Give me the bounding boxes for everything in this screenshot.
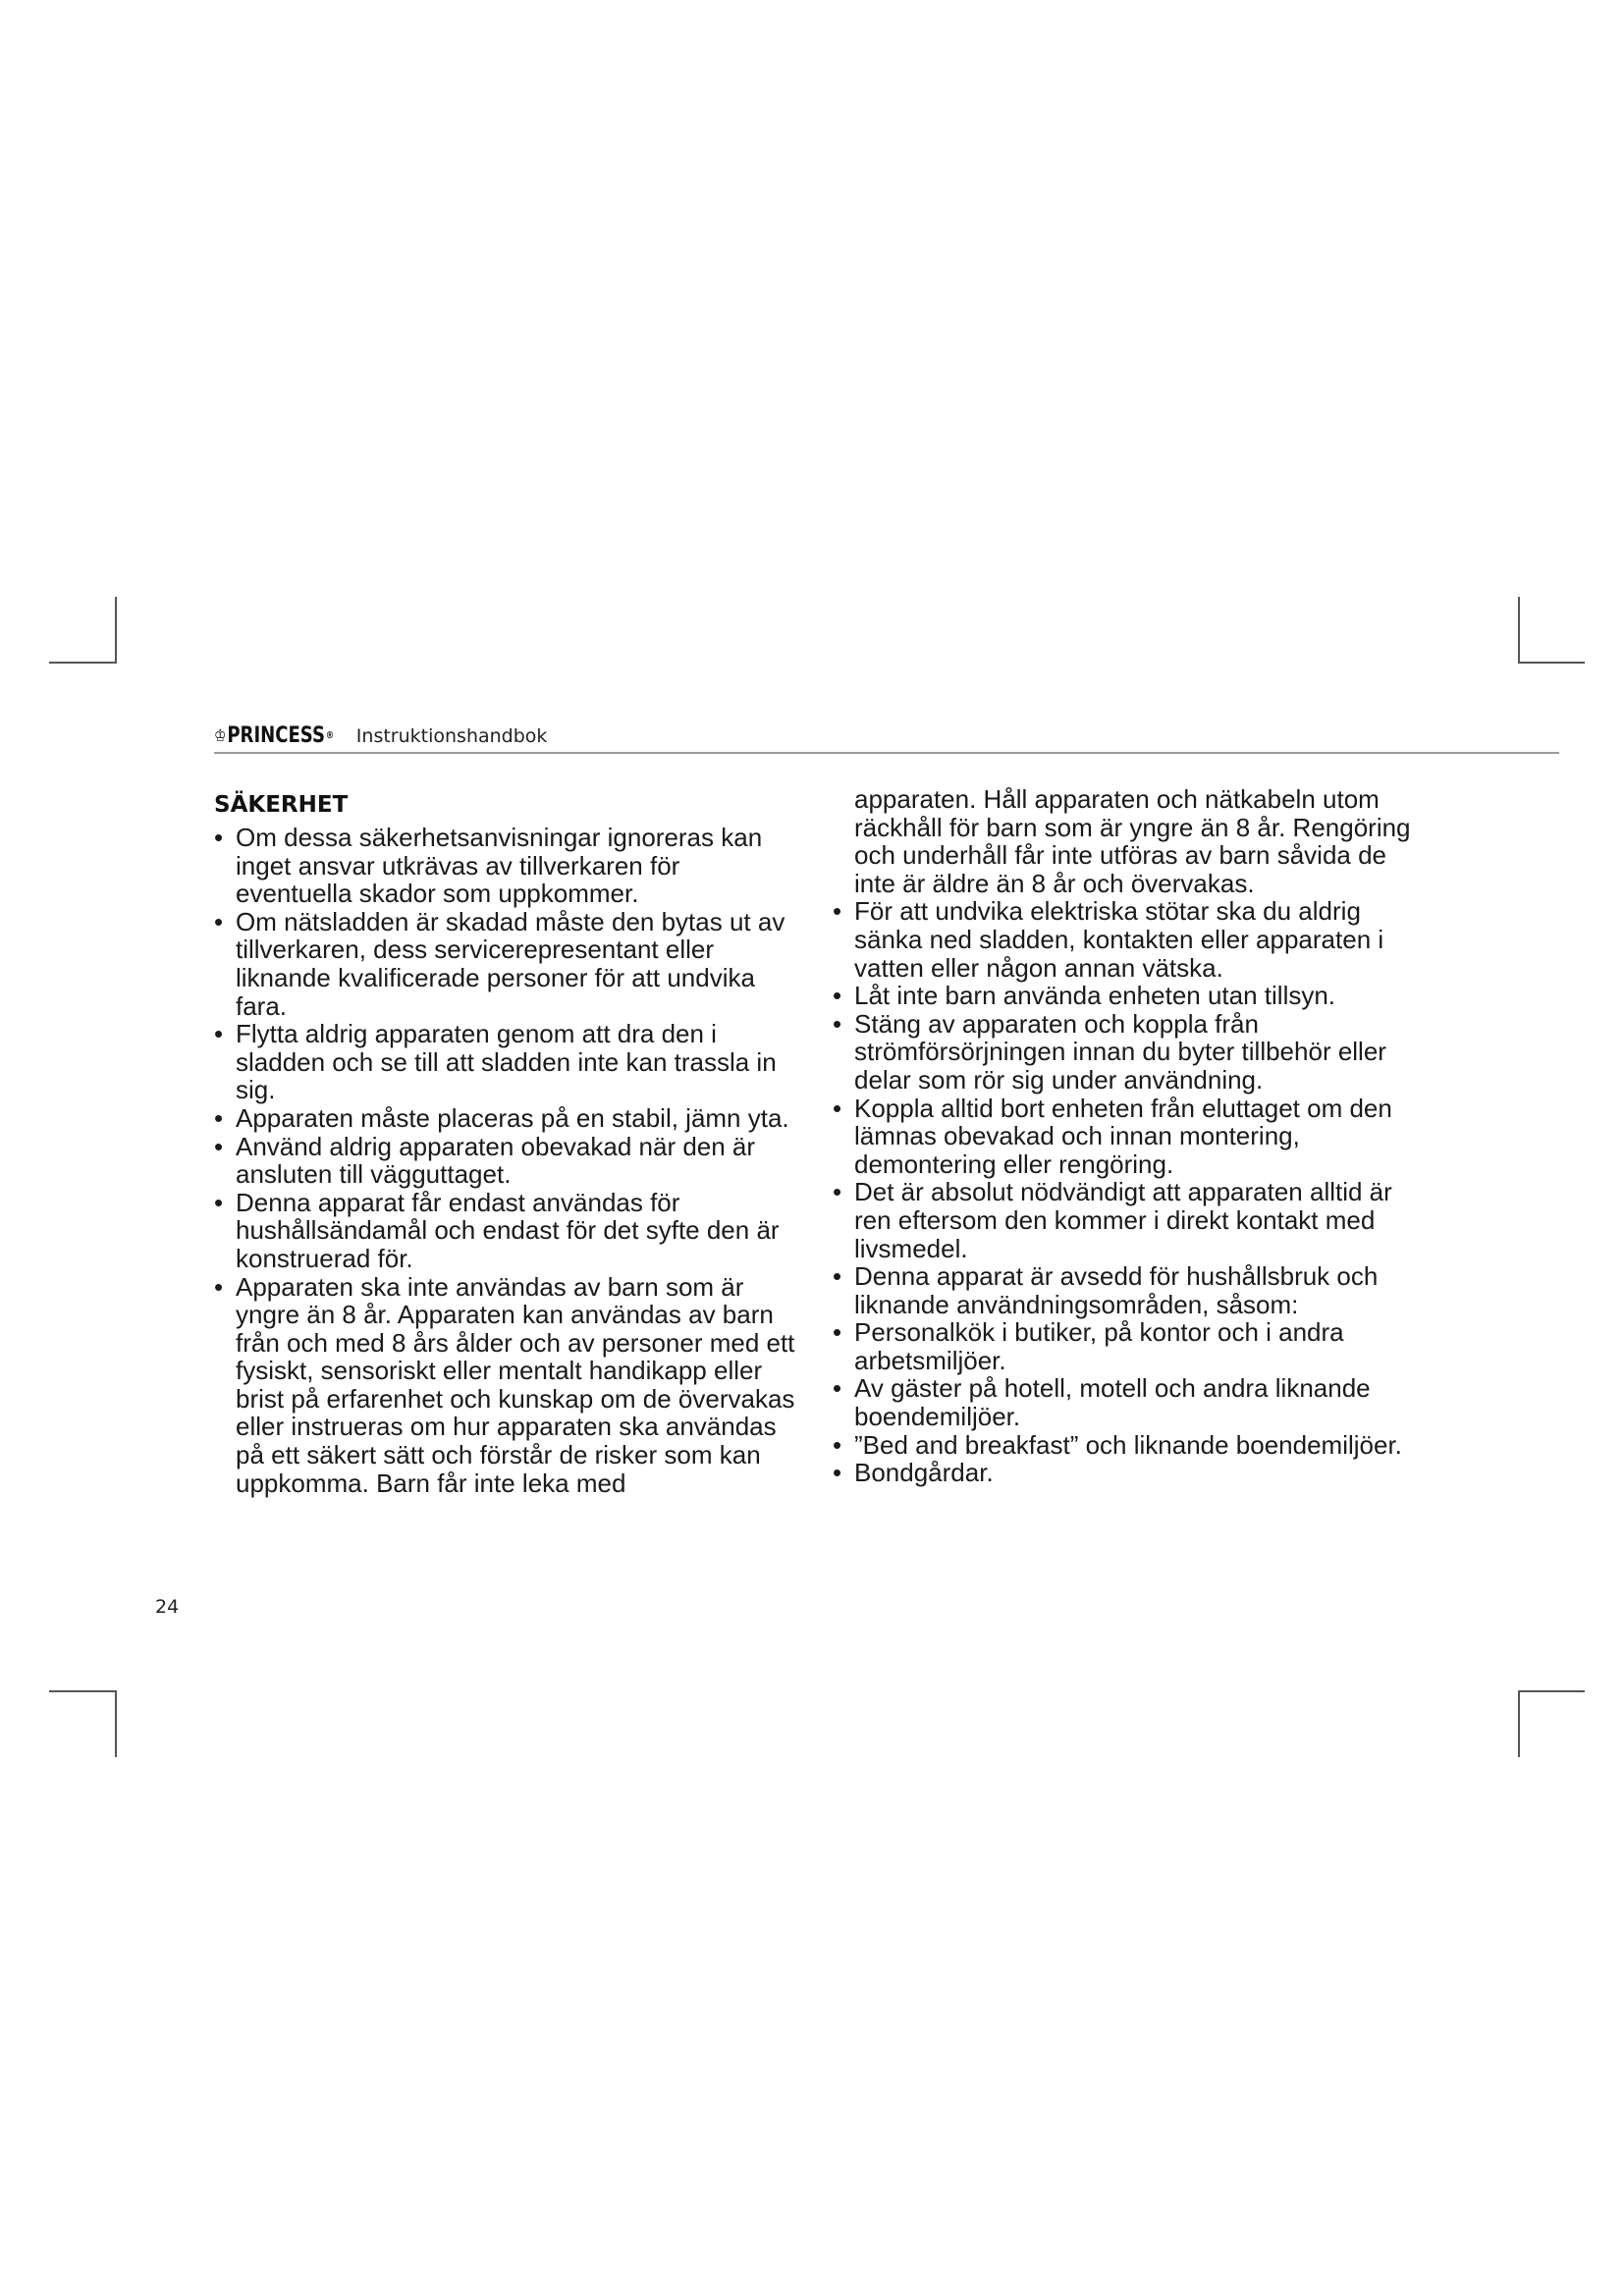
- list-item: • Av gäster på hotell, motell och andra liknande boendemiljöer.: [833, 1374, 1432, 1430]
- list-item: • Om dessa säkerhetsanvisningar ignoreras kan inget ansvar utkrävas av tillverkaren för eventuella skador som uppkommer.: [214, 824, 803, 908]
- continued-paragraph: apparaten. Håll apparaten och nätkabeln utom räckhåll för barn som är yngre än 8 år. Rengöring och underhåll får inte utföras av barn såvida de inte är äldre än 8 år och övervakas.: [854, 784, 1411, 898]
- list-item: • För att undvika elektriska stötar ska du aldrig sänka ned sladden, kontakten eller apparaten i vatten eller någon annan vätska.: [833, 897, 1432, 982]
- list-item: • Apparaten måste placeras på en stabil, jämn yta.: [214, 1104, 803, 1133]
- manual-subtitle: Instruktionshandbok: [355, 725, 548, 747]
- list-item: • Stäng av apparaten och koppla från strömförsörjningen innan du byter tillbehör eller delar som rör sig under användning.: [833, 1010, 1432, 1095]
- crop-mark-bottom-right-vertical: [1518, 1690, 1520, 1757]
- crop-mark-bottom-left-vertical: [115, 1690, 117, 1757]
- list-item: • Om nätsladden är skadad måste den bytas ut av tillverkaren, dess servicerepresentant eller liknande kvalificerade personer för att undvika fara.: [214, 908, 803, 1020]
- page-number: 24: [155, 1596, 180, 1618]
- crop-mark-top-right-vertical: [1518, 597, 1520, 664]
- crop-mark-top-right-horizontal: [1518, 662, 1585, 664]
- list-item: • Det är absolut nödvändigt att apparaten alltid är ren eftersom den kommer i direkt kontakt med livsmedel.: [833, 1178, 1432, 1262]
- brand-name: PRINCESS: [227, 723, 325, 748]
- list-item: • Denna apparat är avsedd för hushållsbruk och liknande användningsområden, såsom:: [833, 1262, 1432, 1318]
- safety-list-left: [214, 824, 803, 1497]
- crown-icon: ♔: [214, 725, 227, 746]
- list-item: • ”Bed and breakfast” och liknande boendemiljöer.: [833, 1431, 1432, 1460]
- crop-mark-bottom-right-horizontal: [1518, 1690, 1585, 1692]
- list-item: • Använd aldrig apparaten obevakad när den är ansluten till vägguttaget.: [214, 1133, 803, 1189]
- section-title: SÄKERHET: [214, 792, 349, 818]
- registered-icon: ®: [325, 730, 335, 741]
- right-column: [833, 785, 1432, 1487]
- list-item: • Koppla alltid bort enheten från eluttaget om den lämnas obevakad och innan montering, demontering eller rengöring.: [833, 1095, 1432, 1179]
- list-item: • Denna apparat får endast användas för hushållsändamål och endast för det syfte den är konstruerad för.: [214, 1189, 803, 1273]
- page-header: [214, 709, 1559, 748]
- list-item: • Flytta aldrig apparaten genom att dra den i sladden och se till att sladden inte kan trassla in sig.: [214, 1020, 803, 1104]
- safety-list-right: [833, 897, 1432, 1486]
- crop-mark-bottom-left-horizontal: [49, 1690, 116, 1692]
- left-column: [214, 785, 803, 1497]
- list-item: • Personalkök i butiker, på kontor och i andra arbetsmiljöer.: [833, 1318, 1432, 1374]
- list-item: • Låt inte barn använda enheten utan tillsyn.: [833, 982, 1432, 1010]
- list-item: • Bondgårdar.: [833, 1459, 1432, 1487]
- crop-mark-top-left-horizontal: [49, 662, 116, 664]
- header-rule: [214, 752, 1559, 754]
- brand-logo: [214, 723, 334, 748]
- list-item: • Apparaten ska inte användas av barn som är yngre än 8 år. Apparaten kan användas av barn från och med 8 års ålder och av personer med ett fysiskt, sensoriskt eller mentalt handikapp eller brist på erfarenhet och kunskap om de övervakas eller instrueras om hur apparaten ska användas på ett säkert sätt och förstår de risker som kan uppkomma. Barn får inte leka med: [214, 1273, 803, 1498]
- crop-mark-top-left-vertical: [115, 597, 117, 664]
